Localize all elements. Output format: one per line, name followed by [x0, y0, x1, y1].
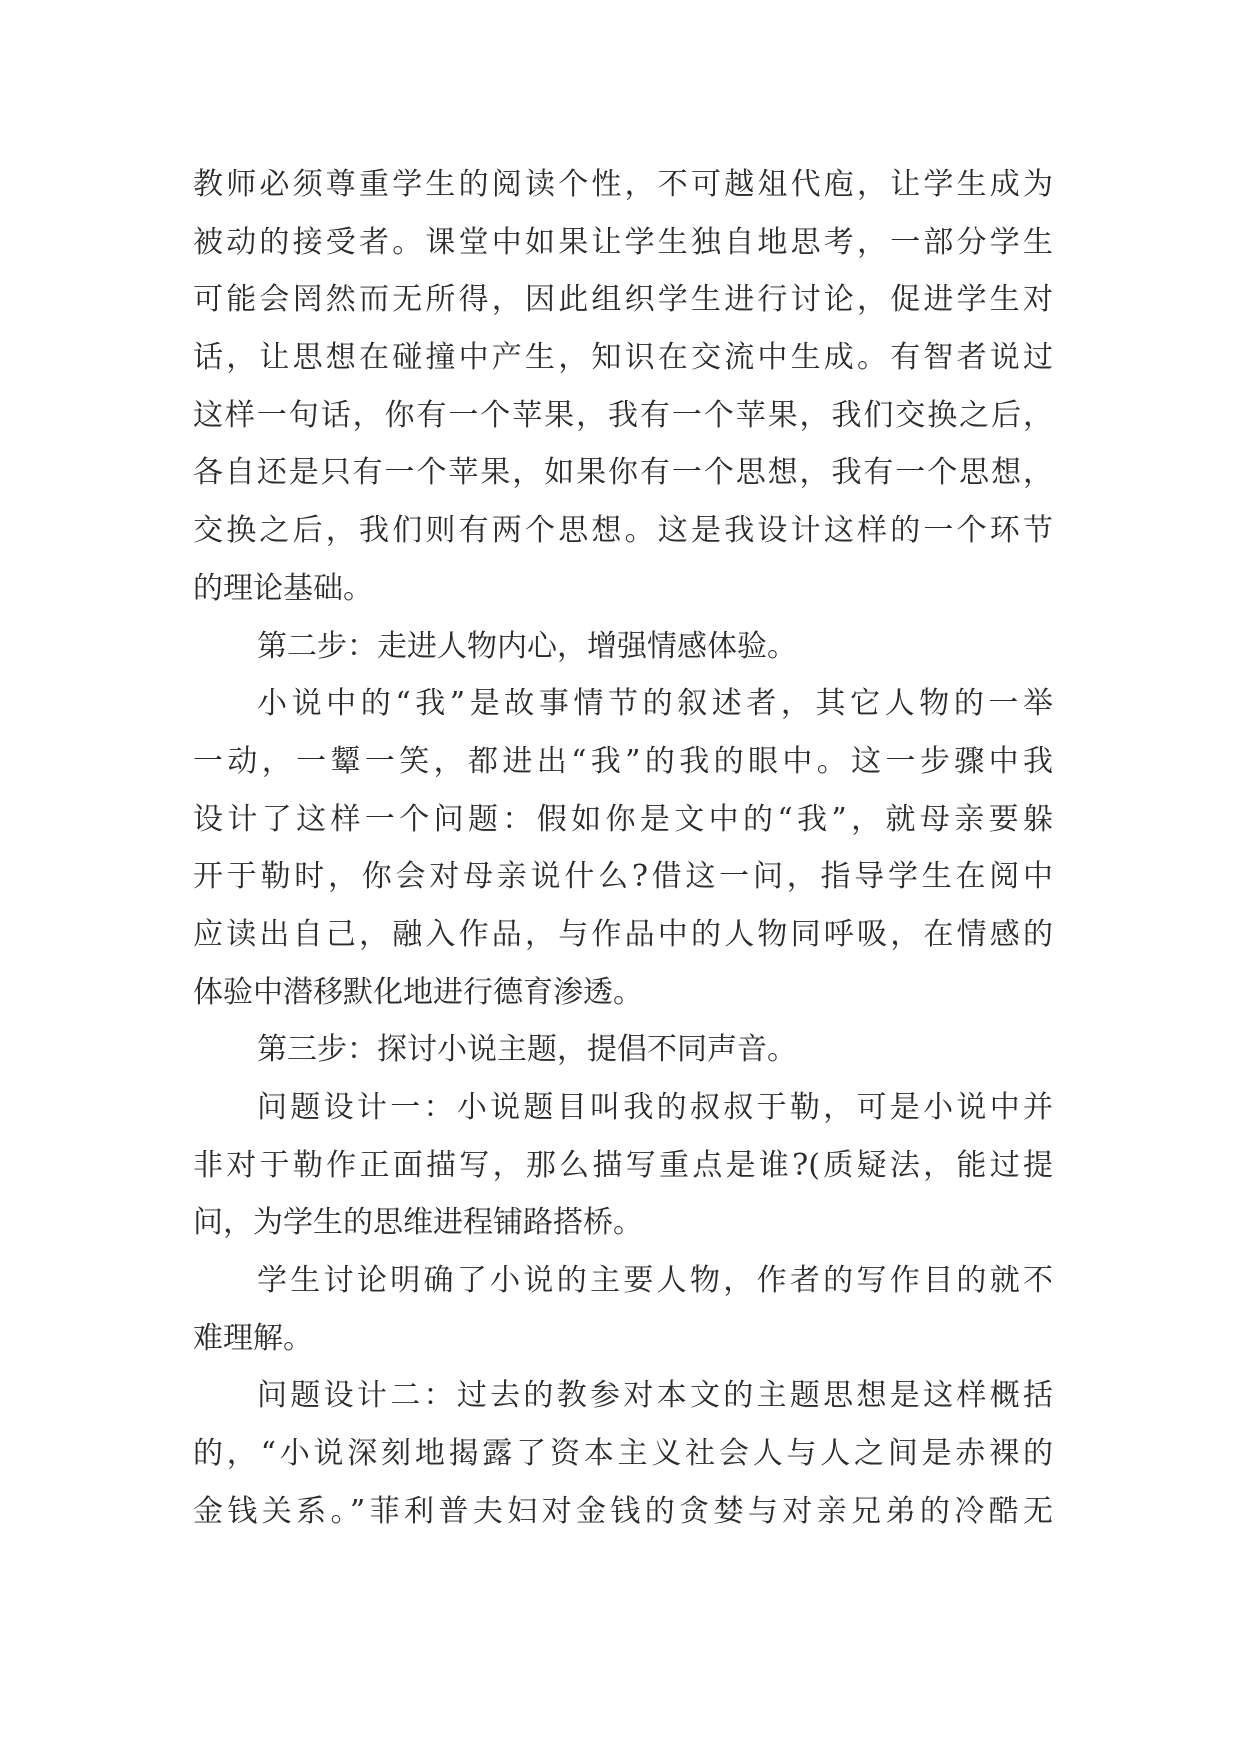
text-line: 话，让思想在碰撞中产生，知识在交流中生成。有智者说过 — [193, 340, 1053, 376]
text-line: 问题设计一：小说题目叫我的叔叔于勒，可是小说中并 — [257, 1090, 1053, 1125]
text-line: 一动，一颦一笑，都进出“我”的我的眼中。这一步骤中我 — [193, 743, 1053, 779]
text-line: 交换之后，我们则有两个思想。这是我设计这样的一个环节 — [193, 513, 1053, 549]
text-line: 的理论基础。 — [193, 570, 373, 606]
body-text — [193, 156, 1053, 1541]
text-line: 各自还是只有一个苹果，如果你有一个思想，我有一个思想， — [193, 455, 1053, 491]
step-heading: 第三步：探讨小说主题，提倡不同声音。 — [257, 1032, 797, 1068]
text-line: 应读出自己，融入作品，与作品中的人物同呼吸，在情感的 — [193, 916, 1053, 952]
step-heading: 第二步：走进人物内心，增强情感体验。 — [257, 628, 797, 664]
text-line: 教师必须尊重学生的阅读个性，不可越俎代庖，让学生成为 — [193, 167, 1053, 202]
text-line: 小说中的“我”是故事情节的叙述者，其它人物的一举 — [257, 686, 1053, 722]
text-line: 难理解。 — [193, 1320, 313, 1356]
text-line: 被动的接受者。课堂中如果让学生独自地思考，一部分学生 — [193, 224, 1053, 260]
text-line: 金钱关系。”菲利普夫妇对金钱的贪婪与对亲兄弟的冷酷无 — [193, 1493, 1053, 1529]
text-line: 问题设计二：过去的教参对本文的主题思想是这样概括 — [257, 1378, 1053, 1414]
text-line: 设计了这样一个问题：假如你是文中的“我”，就母亲要躲 — [193, 801, 1053, 837]
text-line: 非对于勒作正面描写，那么描写重点是谁?(质疑法，能过提 — [193, 1147, 1053, 1183]
text-line: 问，为学生的思维进程铺路搭桥。 — [193, 1205, 643, 1241]
text-line: 的，“小说深刻地揭露了资本主义社会人与人之间是赤裸的 — [193, 1436, 1053, 1472]
text-line: 学生讨论明确了小说的主要人物，作者的写作目的就不 — [257, 1263, 1053, 1299]
text-line: 可能会罔然而无所得，因此组织学生进行讨论，促进学生对 — [193, 282, 1053, 318]
text-line: 体验中潜移默化地进行德育渗透。 — [193, 974, 643, 1010]
text-line: 开于勒时，你会对母亲说什么?借这一问，指导学生在阅中 — [193, 859, 1053, 895]
text-line: 这样一句话，你有一个苹果，我有一个苹果，我们交换之后， — [193, 397, 1053, 433]
